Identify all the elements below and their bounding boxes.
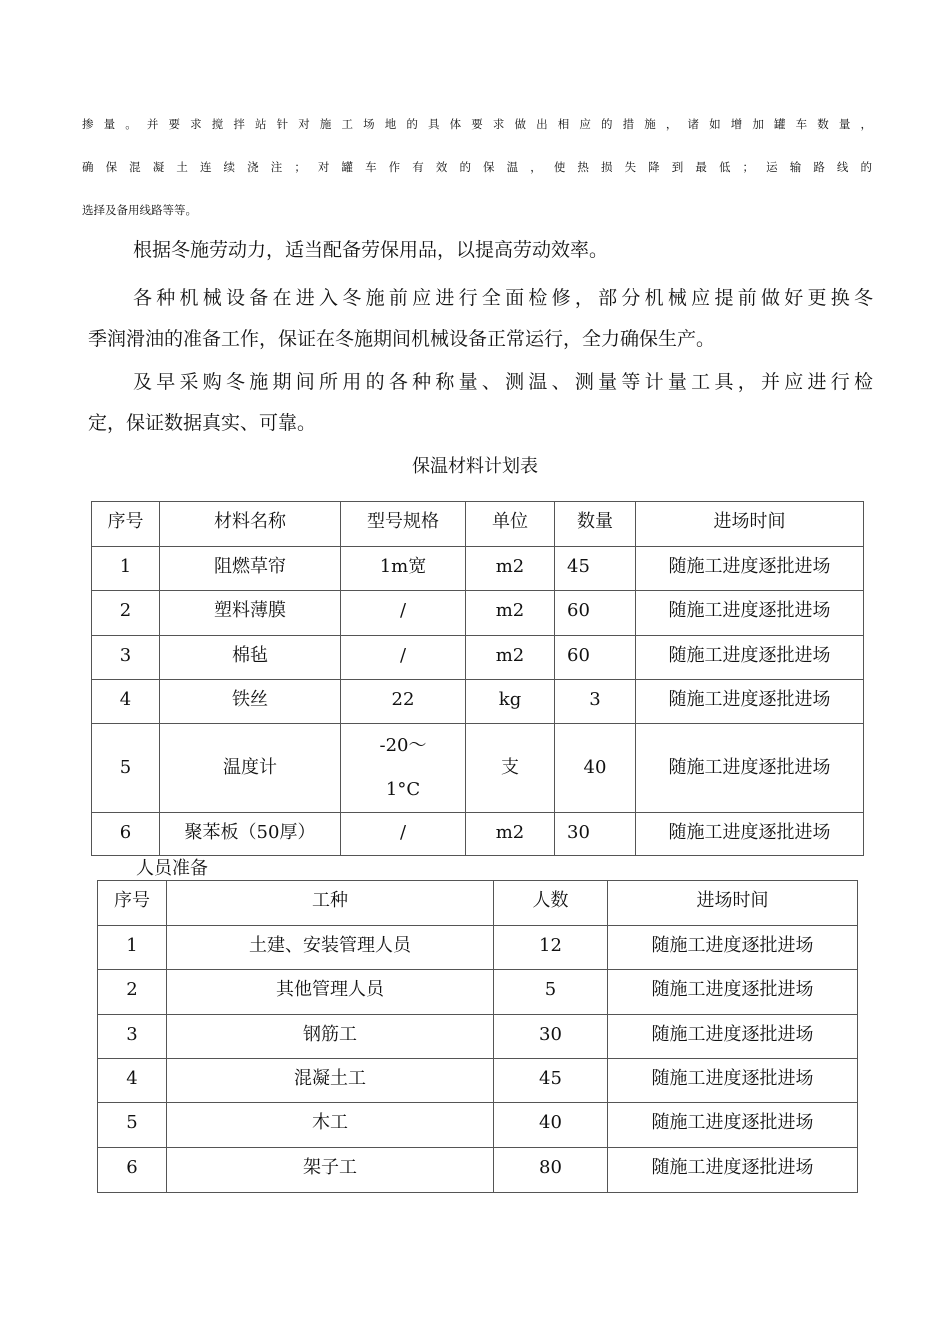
cell-spec: / <box>341 591 466 636</box>
cell-quantity: 45 <box>555 547 636 591</box>
cell-arrival-time: 随施工进度逐批进场 <box>636 813 864 856</box>
cell-spec: / <box>341 636 466 680</box>
cell-index: 5 <box>98 1103 167 1148</box>
cell-material-name: 阻燃草帘 <box>160 547 341 591</box>
spec-line-1: -20〜 <box>379 735 427 756</box>
intro-line-3: 选择及备用线路等等。 <box>82 203 197 217</box>
staff-table-caption: 人员准备 <box>136 858 208 879</box>
intro-line-2: 确保混凝土连续浇注；对罐车作有效的保温，使热损失降到最低；运输路线的 <box>82 160 872 174</box>
materials-header-row <box>92 502 864 547</box>
table-row <box>98 926 858 970</box>
materials-table <box>91 501 864 856</box>
spec-line-2: 1°C <box>385 779 421 800</box>
table-row <box>92 724 864 813</box>
header-arrival-time: 进场时间 <box>608 881 858 926</box>
cell-index: 4 <box>98 1059 167 1103</box>
cell-headcount: 45 <box>494 1059 608 1103</box>
cell-trade: 土建、安装管理人员 <box>167 926 494 970</box>
cell-spec: / <box>341 813 466 856</box>
cell-index: 6 <box>98 1148 167 1193</box>
cell-arrival-time: 随施工进度逐批进场 <box>608 926 858 970</box>
cell-unit: m2 <box>466 636 555 680</box>
cell-unit: 支 <box>466 724 555 813</box>
cell-material-name: 棉毡 <box>160 636 341 680</box>
table-row <box>98 1103 858 1148</box>
table-row <box>98 970 858 1015</box>
cell-arrival-time: 随施工进度逐批进场 <box>636 680 864 724</box>
cell-index: 6 <box>92 813 160 856</box>
cell-trade: 混凝土工 <box>167 1059 494 1103</box>
cell-index: 2 <box>92 591 160 636</box>
table-row <box>98 1059 858 1103</box>
cell-quantity: 40 <box>555 724 636 813</box>
cell-material-name: 温度计 <box>160 724 341 813</box>
cell-trade: 架子工 <box>167 1148 494 1193</box>
cell-arrival-time: 随施工进度逐批进场 <box>636 636 864 680</box>
cell-spec <box>341 724 466 813</box>
cell-spec: 1m宽 <box>341 547 466 591</box>
materials-table-caption: 保温材料计划表 <box>412 456 538 477</box>
cell-headcount: 80 <box>494 1148 608 1193</box>
cell-arrival-time: 随施工进度逐批进场 <box>608 1059 858 1103</box>
table-row <box>92 591 864 636</box>
cell-trade: 其他管理人员 <box>167 970 494 1015</box>
paragraph-tools-line-2: 定，保证数据真实、可靠。 <box>88 412 317 434</box>
paragraph-tools-line-1: 及早采购冬施期间所用的各种称量、测温、测量等计量工具，并应进行检 <box>133 371 873 393</box>
cell-arrival-time: 随施工进度逐批进场 <box>636 724 864 813</box>
header-spec: 型号规格 <box>341 502 466 547</box>
cell-spec: 22 <box>341 680 466 724</box>
cell-quantity: 3 <box>555 680 636 724</box>
header-trade: 工种 <box>167 881 494 926</box>
cell-unit: m2 <box>466 591 555 636</box>
cell-index: 1 <box>92 547 160 591</box>
cell-index: 1 <box>98 926 167 970</box>
table-row <box>92 636 864 680</box>
cell-unit: kg <box>466 680 555 724</box>
cell-arrival-time: 随施工进度逐批进场 <box>608 1103 858 1148</box>
cell-quantity: 60 <box>555 636 636 680</box>
header-headcount: 人数 <box>494 881 608 926</box>
header-index: 序号 <box>98 881 167 926</box>
intro-line-1: 掺量。并要求搅拌站针对施工场地的具体要求做出相应的措施，诸如增加罐车数量， <box>82 117 872 131</box>
cell-headcount: 30 <box>494 1015 608 1059</box>
cell-headcount: 40 <box>494 1103 608 1148</box>
table-row <box>92 680 864 724</box>
cell-arrival-time: 随施工进度逐批进场 <box>608 1015 858 1059</box>
cell-quantity: 60 <box>555 591 636 636</box>
table-row <box>92 813 864 856</box>
paragraph-machinery-line-2: 季润滑油的准备工作，保证在冬施期间机械设备正常运行，全力确保生产。 <box>88 328 716 350</box>
staff-table <box>97 880 858 1193</box>
cell-trade: 木工 <box>167 1103 494 1148</box>
header-material-name: 材料名称 <box>160 502 341 547</box>
table-row <box>98 1148 858 1193</box>
cell-quantity: 30 <box>555 813 636 856</box>
cell-index: 5 <box>92 724 160 813</box>
cell-headcount: 5 <box>494 970 608 1015</box>
cell-index: 2 <box>98 970 167 1015</box>
cell-arrival-time: 随施工进度逐批进场 <box>608 1148 858 1193</box>
cell-unit: m2 <box>466 547 555 591</box>
cell-material-name: 塑料薄膜 <box>160 591 341 636</box>
header-arrival-time: 进场时间 <box>636 502 864 547</box>
staff-header-row <box>98 881 858 926</box>
cell-index: 4 <box>92 680 160 724</box>
cell-material-name: 聚苯板（50厚） <box>160 813 341 856</box>
cell-arrival-time: 随施工进度逐批进场 <box>636 547 864 591</box>
paragraph-machinery-line-1: 各种机械设备在进入冬施前应进行全面检修，部分机械应提前做好更换冬 <box>133 287 873 309</box>
header-index: 序号 <box>92 502 160 547</box>
paragraph-labor-protection: 根据冬施劳动力，适当配备劳保用品，以提高劳动效率。 <box>133 239 609 261</box>
header-quantity: 数量 <box>555 502 636 547</box>
cell-index: 3 <box>98 1015 167 1059</box>
cell-material-name: 铁丝 <box>160 680 341 724</box>
header-unit: 单位 <box>466 502 555 547</box>
cell-index: 3 <box>92 636 160 680</box>
table-row <box>98 1015 858 1059</box>
cell-trade: 钢筋工 <box>167 1015 494 1059</box>
cell-arrival-time: 随施工进度逐批进场 <box>608 970 858 1015</box>
cell-unit: m2 <box>466 813 555 856</box>
cell-arrival-time: 随施工进度逐批进场 <box>636 591 864 636</box>
cell-headcount: 12 <box>494 926 608 970</box>
table-row <box>92 547 864 591</box>
